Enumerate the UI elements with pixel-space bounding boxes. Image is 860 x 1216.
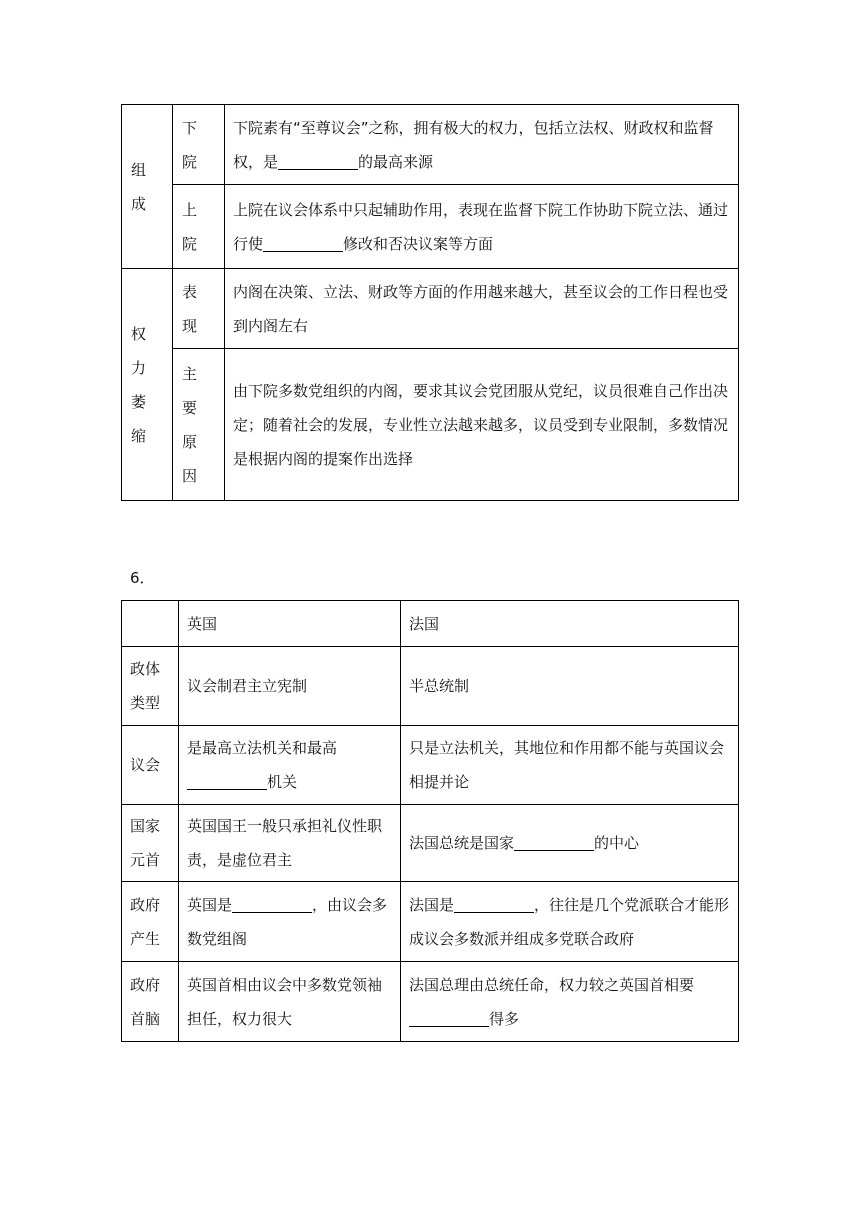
uk-parliament: 是最高立法机关和最高机关 xyxy=(179,726,401,805)
fill-blank xyxy=(187,773,267,790)
group-label-power-decline: 权 力 萎 缩 xyxy=(122,269,173,501)
sub-label-upper-house: 上 院 xyxy=(173,185,225,269)
fill-blank xyxy=(454,896,534,913)
uk-head-of-government: 英国首相由议会中多数党领袖担任，权力很大 xyxy=(179,962,401,1042)
main-reasons-description: 由下院多数党组织的内阁，要求其议会党团服从党纪，议员很难自己作出决定；随着社会的发展，专业性立法越来越多，议员受到专业限制，多数情况是根据内阁的提案作出选择 xyxy=(225,349,739,501)
sub-label-lower-house: 下 院 xyxy=(173,105,225,185)
lower-house-description: 下院素有“至尊议会”之称，拥有极大的权力，包括立法权、财政权和监督权，是 的最高来源 xyxy=(225,105,739,185)
uk-head-of-state: 英国国王一般只承担礼仪性职责，是虚位君主 xyxy=(179,805,401,882)
france-head-of-state: 法国总统是国家 的中心 xyxy=(401,805,739,882)
row-key-government-formation: 政府产生 xyxy=(122,882,179,962)
france-head-of-government: 法国总理由总统任命，权力较之英国首相要得多 xyxy=(401,962,739,1042)
row-key-head-of-government: 政府首脑 xyxy=(122,962,179,1042)
fill-blank xyxy=(409,1010,489,1027)
sub-label-main-reasons: 主 要 原 因 xyxy=(173,349,225,501)
fill-blank xyxy=(278,153,358,170)
uk-government-formation: 英国是 ，由议会多数党组阁 xyxy=(179,882,401,962)
group-label-composition: 组 成 xyxy=(122,105,173,269)
fill-blank xyxy=(263,235,343,252)
france-parliament: 只是立法机关，其地位和作用都不能与英国议会相提并论 xyxy=(401,726,739,805)
parliament-table xyxy=(121,104,739,501)
header-uk: 英国 xyxy=(179,601,401,647)
header-empty xyxy=(122,601,179,647)
manifestation-description: 内阁在决策、立法、财政等方面的作用越来越大，甚至议会的工作日程也受到内阁左右 xyxy=(225,269,739,349)
fill-blank xyxy=(232,896,312,913)
upper-house-description: 上院在议会体系中只起辅助作用，表现在监督下院工作协助下院立法、通过行使 修改和否决议案等方面 xyxy=(225,185,739,269)
uk-france-comparison-table xyxy=(121,600,739,1042)
france-regime-type: 半总统制 xyxy=(401,647,739,726)
uk-regime-type: 议会制君主立宪制 xyxy=(179,647,401,726)
header-france: 法国 xyxy=(401,601,739,647)
fill-blank xyxy=(514,834,594,851)
row-key-regime-type: 政体类型 xyxy=(122,647,179,726)
france-government-formation: 法国是 ，往往是几个党派联合才能形成议会多数派并组成多党联合政府 xyxy=(401,882,739,962)
question-number: 6． xyxy=(130,569,155,587)
row-key-head-of-state: 国家元首 xyxy=(122,805,179,882)
row-key-parliament: 议会 xyxy=(122,726,179,805)
sub-label-manifestation: 表 现 xyxy=(173,269,225,349)
